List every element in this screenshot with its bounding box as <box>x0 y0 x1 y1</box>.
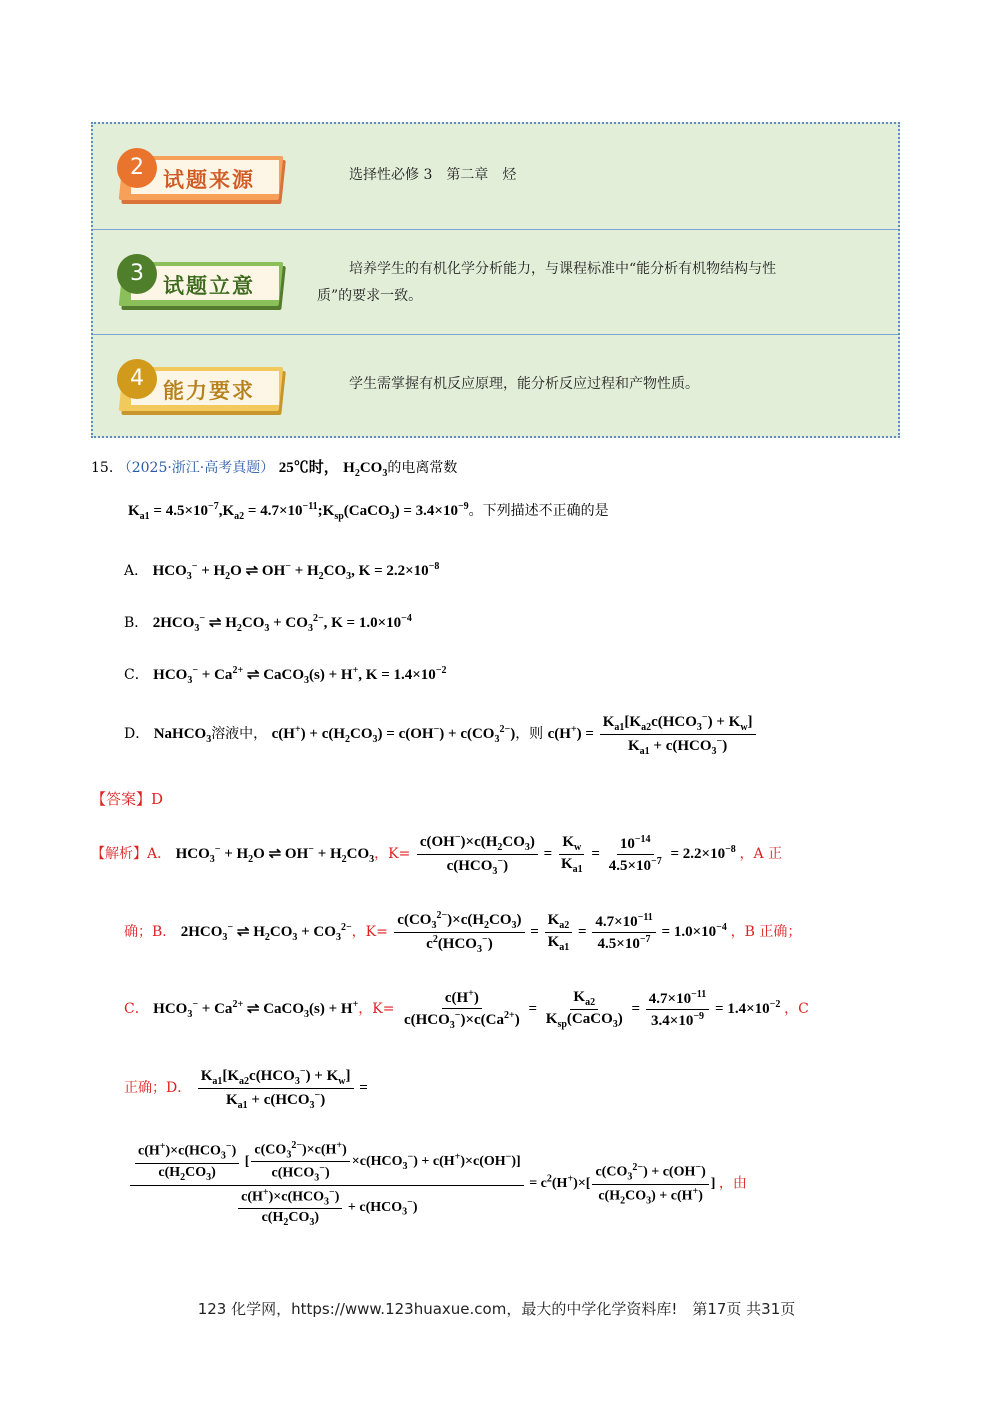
answer: 【答案】D <box>91 790 164 808</box>
analysis-d: 正确；D． $\frac{K_{a1}[K_{a2}c(HCO_3^-) + K_w]}{K_{a1} + c(HCO_3^-)}$ = <box>124 1066 368 1111</box>
number-badge: 2 <box>117 148 157 188</box>
page-footer: 123 化学网，https://www.123huaxue.com，最大的中学化学资料库! 第17页 共31页 <box>197 1300 796 1318</box>
badge-label: 试题立意 <box>163 273 255 298</box>
info-text-line2: 质”的要求一致。 <box>317 288 423 304</box>
info-row-ability <box>93 334 898 439</box>
info-text: 学生需掌握有机反应原理，能分析反应过程和产物性质。 <box>349 376 699 392</box>
info-box <box>91 122 900 438</box>
info-row-source <box>93 124 898 228</box>
analysis-d-derivation: $\frac{c(H^+)\times c(HCO_3^-)}{c(H_2CO_3)}$ [ $\frac{c(CO_3^{2-})\times c(H^+)}{c(HCO_3^-)}$ $\times c(HCO_3^-) + c(H^+)\times c(OH^-)$] $\frac{c(H^+)\times c(HCO_3^-)}{c(H_2CO_3)}$ + $c(HCO_3^-)$ = $c^2(H^+)\times$[ $\frac{c(CO_3^{2-}) + c(OH^-)}{c(H_2CO_3) + c(H^+)}$ ] ，由 <box>128 1140 747 1228</box>
badge-source <box>113 146 283 206</box>
analysis-a: 【解析】A． $HCO_3^- + H_2O$ ⇌ $OH^- + H_2CO_3$，K= $\frac{c(OH^-)\times c(H_2CO_3)}{c(HCO_3^-)}$ = $\frac{K_w}{K_{a1}}$ = $\frac{10^{-14}}{4.5\times 10^{-7}}$ = $2.2\times 10^{-8}$ ，A 正 <box>91 832 783 877</box>
number-badge: 3 <box>117 254 157 294</box>
analysis-b: 确；B． $2HCO_3^-$ ⇌ $H_2CO_3 + CO_3^{2-}$，K= $\frac{c(CO_3^{2-})\times c(H_2CO_3)}{c^2(HCO_3^-)}$ = $\frac{K_{a2}}{K_{a1}}$ = $\frac{4.7\times 10^{-11}}{4.5\times 10^{-7}}$ = $1.0\times 10^{-4}$ ，B 正确； <box>124 910 802 955</box>
info-row-intent <box>93 229 898 334</box>
option-c[interactable]: C． $HCO_3^- + Ca^{2+}$ ⇌ CaCO$_3$(s) + H+, $K = 1.4\times 10^{-2}$ <box>124 665 447 686</box>
info-text: 选择性必修 3 第二章 烃 <box>349 167 517 183</box>
option-b[interactable]: B． $2HCO_3^-$ ⇌ $H_2CO_3 + CO_3^{2-}$, $K = 1.0\times 10^{-4}$ <box>124 613 412 634</box>
question-source: （2025·浙江·高考真题） <box>117 460 275 476</box>
question-constants: $K_{a1} = 4.5\times 10^{-7},K_{a2}$ = $4.7\times 10^{-11};K_{sp}(CaCO_3) = 3.4\times 10^{-9}$。下列描述不正确的是 <box>128 501 609 522</box>
question-stem: 15. （2025·浙江·高考真题） 25℃时， $H_2CO_3$的电离常数 <box>91 460 458 479</box>
badge-ability <box>113 357 283 417</box>
number-badge: 4 <box>117 359 157 399</box>
info-text-line1: 培养学生的有机化学分析能力，与课程标准中“能分析有机物结构与性 <box>349 261 777 277</box>
option-d[interactable]: D． NaHCO$_3$溶液中， $c(H^+) + c(H_2CO_3) = c(OH^-) + c(CO_3^{2-})$，则 c(H+) = $\frac{K_{a1}[K_{a2}c(HCO_3^-) + K_w]}{K_{a1} + c(HCO_3^-)}$ <box>124 712 758 757</box>
option-a[interactable]: A． $HCO_3^- + H_2O$ ⇌ $OH^- + H_2CO_3$, $K = 2.2\times 10^{-8}$ <box>124 561 440 582</box>
badge-label: 试题来源 <box>163 167 255 192</box>
badge-label: 能力要求 <box>163 378 255 403</box>
analysis-c: C． $HCO_3^- + Ca^{2+}$ ⇌ CaCO$_3$(s) + H+，K= $\frac{c(H^+)}{c(HCO_3^-)\times c(Ca^{2+})}$ = $\frac{K_{a2}}{K_{sp}(CaCO_3)}$ = $\frac{4.7\times 10^{-11}}{3.4\times 10^{-9}}$ = $1.4\times 10^{-2}$ ，C <box>124 988 809 1031</box>
badge-intent <box>113 252 283 312</box>
